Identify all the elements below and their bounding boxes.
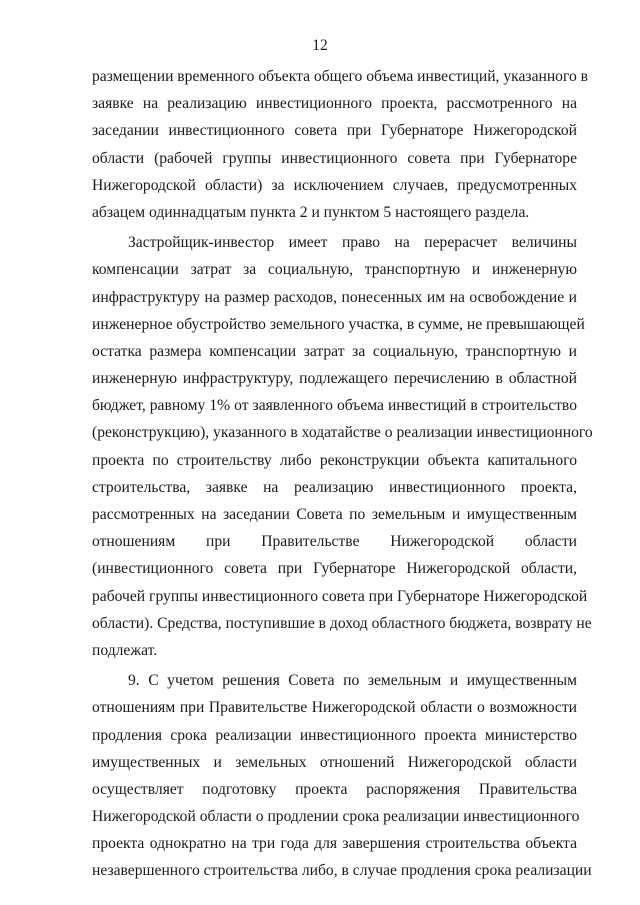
text-line: инженерную инфраструктуру, подлежащего перечислению в областной <box>92 370 577 388</box>
text-line: абзацем одиннадцатым пункта 2 и пунктом 5 настоящего раздела. <box>92 203 530 221</box>
text-line: остатка размера компенсации затрат за социальную, транспортную и <box>92 342 577 360</box>
text-line: 9. С учетом решения Совета по земельным и имущественным <box>128 672 577 690</box>
text-line: отношениям при Правительстве Нижегородской области <box>92 533 577 551</box>
text-line: области). Средства, поступившие в доход областного бюджета, возврату не <box>92 614 592 632</box>
text-line: осуществляет подготовку проекта распоряжения Правительства <box>92 780 577 798</box>
text-line: рассмотренных на заседании Совета по земельным и имущественным <box>92 506 577 523</box>
text-line: отношениям при Правительстве Нижегородской области о возможности <box>92 699 577 717</box>
text-line: бюджет, равному 1% от заявленного объема инвестиций в строительство <box>92 397 577 415</box>
text-line: строительства, заявке на реализацию инвестиционного проекта, <box>92 478 577 496</box>
paragraph <box>92 229 593 664</box>
text-line: инфраструктуру на размер расходов, понесенных им на освобождение и <box>92 288 577 306</box>
text-line: инженерное обустройство земельного участка, в сумме, не превышающей <box>92 315 585 333</box>
document-body <box>92 63 593 885</box>
paragraph <box>92 63 589 226</box>
text-line: продления срока реализации инвестиционного проекта министерство <box>92 726 577 744</box>
text-line: размещении временного объекта общего объема инвестиций, указанного в <box>92 68 589 85</box>
text-line: проекта однократно на три года для завершения строительства объекта <box>92 835 577 853</box>
text-line: имущественных и земельных отношений Нижегородской области <box>92 753 577 771</box>
paragraph <box>92 667 592 885</box>
text-line: рабочей группы инвестиционного совета при Губернаторе Нижегородской <box>92 587 588 605</box>
text-line: заседании инвестиционного совета при Губернаторе Нижегородской <box>92 122 577 140</box>
text-line: (инвестиционного совета при Губернаторе Нижегородской области, <box>92 560 577 578</box>
text-line: проекта по строительству либо реконструкции объекта капитального <box>92 451 577 469</box>
text-line: Нижегородской области о продлении срока реализации инвестиционного <box>92 808 580 826</box>
text-line: заявке на реализацию инвестиционного проекта, рассмотренного на <box>92 95 577 113</box>
text-line: Нижегородской области) за исключением случаев, предусмотренных <box>92 176 577 194</box>
text-line: области (рабочей группы инвестиционного совета при Губернаторе <box>92 149 577 167</box>
text-line: незавершенного строительства либо, в случае продления срока реализации <box>92 862 592 880</box>
text-line: (реконструкцию), указанного в ходатайстве о реализации инвестиционного <box>92 424 593 442</box>
text-line: подлежат. <box>92 641 158 659</box>
text-line: компенсации затрат за социальную, транспортную и инженерную <box>92 261 577 279</box>
page-number: 12 <box>312 37 328 54</box>
text-line: Застройщик-инвестор имеет право на перерасчет величины <box>128 234 577 252</box>
